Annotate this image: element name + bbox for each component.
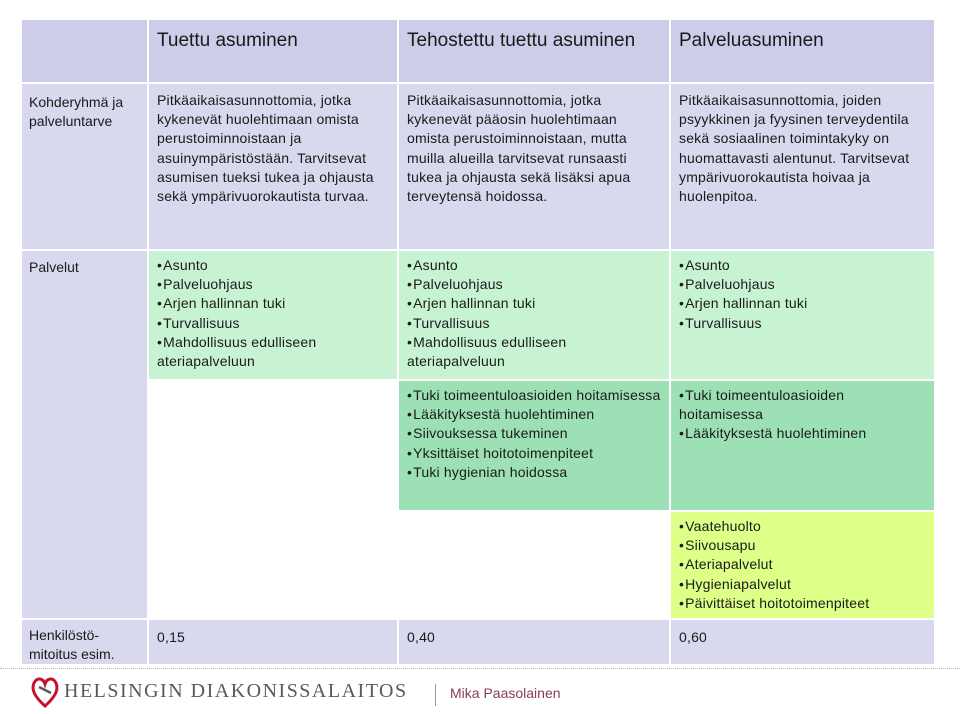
service-item: • Siivouksessa tukeminen xyxy=(407,424,663,443)
service-item: • Turvallisuus xyxy=(407,314,663,333)
target-cell-col1 xyxy=(149,84,397,249)
services-care-row xyxy=(22,512,934,618)
author-name: Mika Paasolainen xyxy=(450,685,561,701)
services-care-col2-empty xyxy=(399,512,669,618)
row-label: Henkilöstö-mitoitus esim. xyxy=(29,627,115,662)
service-item: • Tuki toimeentuloasioiden hoitamisessa xyxy=(679,386,928,424)
service-item: • Asunto xyxy=(679,256,928,275)
footer-divider xyxy=(0,668,960,669)
services-basic-col3 xyxy=(671,251,934,379)
row-label: Kohderyhmä ja palveluntarve xyxy=(29,94,124,129)
header-empty-cell xyxy=(22,20,147,82)
helsingin-diakonissalaitos-logo xyxy=(30,673,408,709)
target-cell-col3 xyxy=(671,84,934,249)
service-item: • Arjen hallinnan tuki xyxy=(157,294,391,313)
service-item: • Lääkityksestä huolehtiminen xyxy=(407,405,663,424)
row-header-services xyxy=(22,251,147,618)
services-basic-col1 xyxy=(149,251,397,379)
staffing-col3 xyxy=(671,620,934,664)
staffing-value: 0,40 xyxy=(407,629,436,645)
header-cell-palveluasuminen xyxy=(671,20,934,82)
service-list xyxy=(157,256,391,371)
service-list xyxy=(679,386,928,444)
service-item: • Palveluohjaus xyxy=(157,275,391,294)
header-label: Tehostettu tuettu asuminen xyxy=(407,30,636,51)
service-item: • Arjen hallinnan tuki xyxy=(679,294,928,313)
service-item: • Mahdollisuus edulliseen ateriapalveluun xyxy=(157,333,391,371)
target-cell-col2 xyxy=(399,84,669,249)
service-item: • Asunto xyxy=(407,256,663,275)
logo-text: HELSINGIN DIAKONISSALAITOS xyxy=(64,680,408,702)
service-list xyxy=(407,386,663,482)
heart-logo-icon xyxy=(30,673,60,709)
header-cell-tuettu xyxy=(149,20,397,82)
staffing-value: 0,15 xyxy=(157,629,186,645)
comparison-table xyxy=(20,18,936,666)
service-item: • Mahdollisuus edulliseen ateriapalveluun xyxy=(407,333,663,371)
service-item: • Turvallisuus xyxy=(157,314,391,333)
header-cell-tehostettu xyxy=(399,20,669,82)
service-item: • Tuki hygienian hoidossa xyxy=(407,463,663,482)
service-item: • Arjen hallinnan tuki xyxy=(407,294,663,313)
staffing-col2 xyxy=(399,620,669,664)
footer-separator xyxy=(435,684,436,706)
service-item: • Tuki toimeentuloasioiden hoitamisessa xyxy=(407,386,663,405)
target-group-row xyxy=(22,84,934,249)
service-item: • Palveluohjaus xyxy=(407,275,663,294)
services-enhanced-row xyxy=(22,381,934,510)
services-enhanced-col1-empty xyxy=(149,381,397,510)
row-header-target xyxy=(22,84,147,249)
row-header-staffing xyxy=(22,620,147,664)
service-list xyxy=(679,256,928,333)
service-item: • Turvallisuus xyxy=(679,314,928,333)
cell-text: Pitkäaikaisasunnottomia, jotka kykenevät huolehtimaan omista perustoiminnoistaan ja asuinympäristöstään. Tarvitsevat asumisen tueksi tukea ja ohjausta sekä ympärivuorokautista turvaa. xyxy=(157,92,374,205)
service-item: • Hygieniapalvelut xyxy=(679,575,928,594)
services-care-col3 xyxy=(671,512,934,618)
services-enhanced-col3 xyxy=(671,381,934,510)
row-label: Palvelut xyxy=(29,259,79,275)
service-item: • Palveluohjaus xyxy=(679,275,928,294)
service-item: • Vaatehuolto xyxy=(679,517,928,536)
service-item: • Päivittäiset hoitotoimenpiteet xyxy=(679,594,928,613)
header-row xyxy=(22,20,934,82)
service-list xyxy=(679,517,928,613)
service-list xyxy=(407,256,663,371)
staffing-value: 0,60 xyxy=(679,629,708,645)
service-item: • Ateriapalvelut xyxy=(679,555,928,574)
header-label: Tuettu asuminen xyxy=(157,30,298,51)
cell-text: Pitkäaikaisasunnottomia, jotka kykenevät pääosin huolehtimaan omista perustoiminnoistaan, mutta muilla alueilla tarvitsevat runsaasti tukea ja ohjausta sekä lisäksi apua terveytensä hoidossa. xyxy=(407,92,631,205)
service-item: • Asunto xyxy=(157,256,391,275)
staffing-row xyxy=(22,620,934,664)
header-label: Palveluasuminen xyxy=(679,30,824,51)
services-enhanced-col2 xyxy=(399,381,669,510)
cell-text: Pitkäaikaisasunnottomia, joiden psyykkinen ja fyysinen terveydentila sekä sosiaalinen toimintakyky on huomattavasti alentunut. Tarvitsevat ympärivuorokautista hoivaa ja huolenpitoa. xyxy=(679,92,910,205)
services-basic-row xyxy=(22,251,934,379)
service-item: • Lääkityksestä huolehtiminen xyxy=(679,424,928,443)
service-item: • Siivousapu xyxy=(679,536,928,555)
services-care-col1-empty xyxy=(149,512,397,618)
services-basic-col2 xyxy=(399,251,669,379)
service-item: • Yksittäiset hoitotoimenpiteet xyxy=(407,444,663,463)
staffing-col1 xyxy=(149,620,397,664)
